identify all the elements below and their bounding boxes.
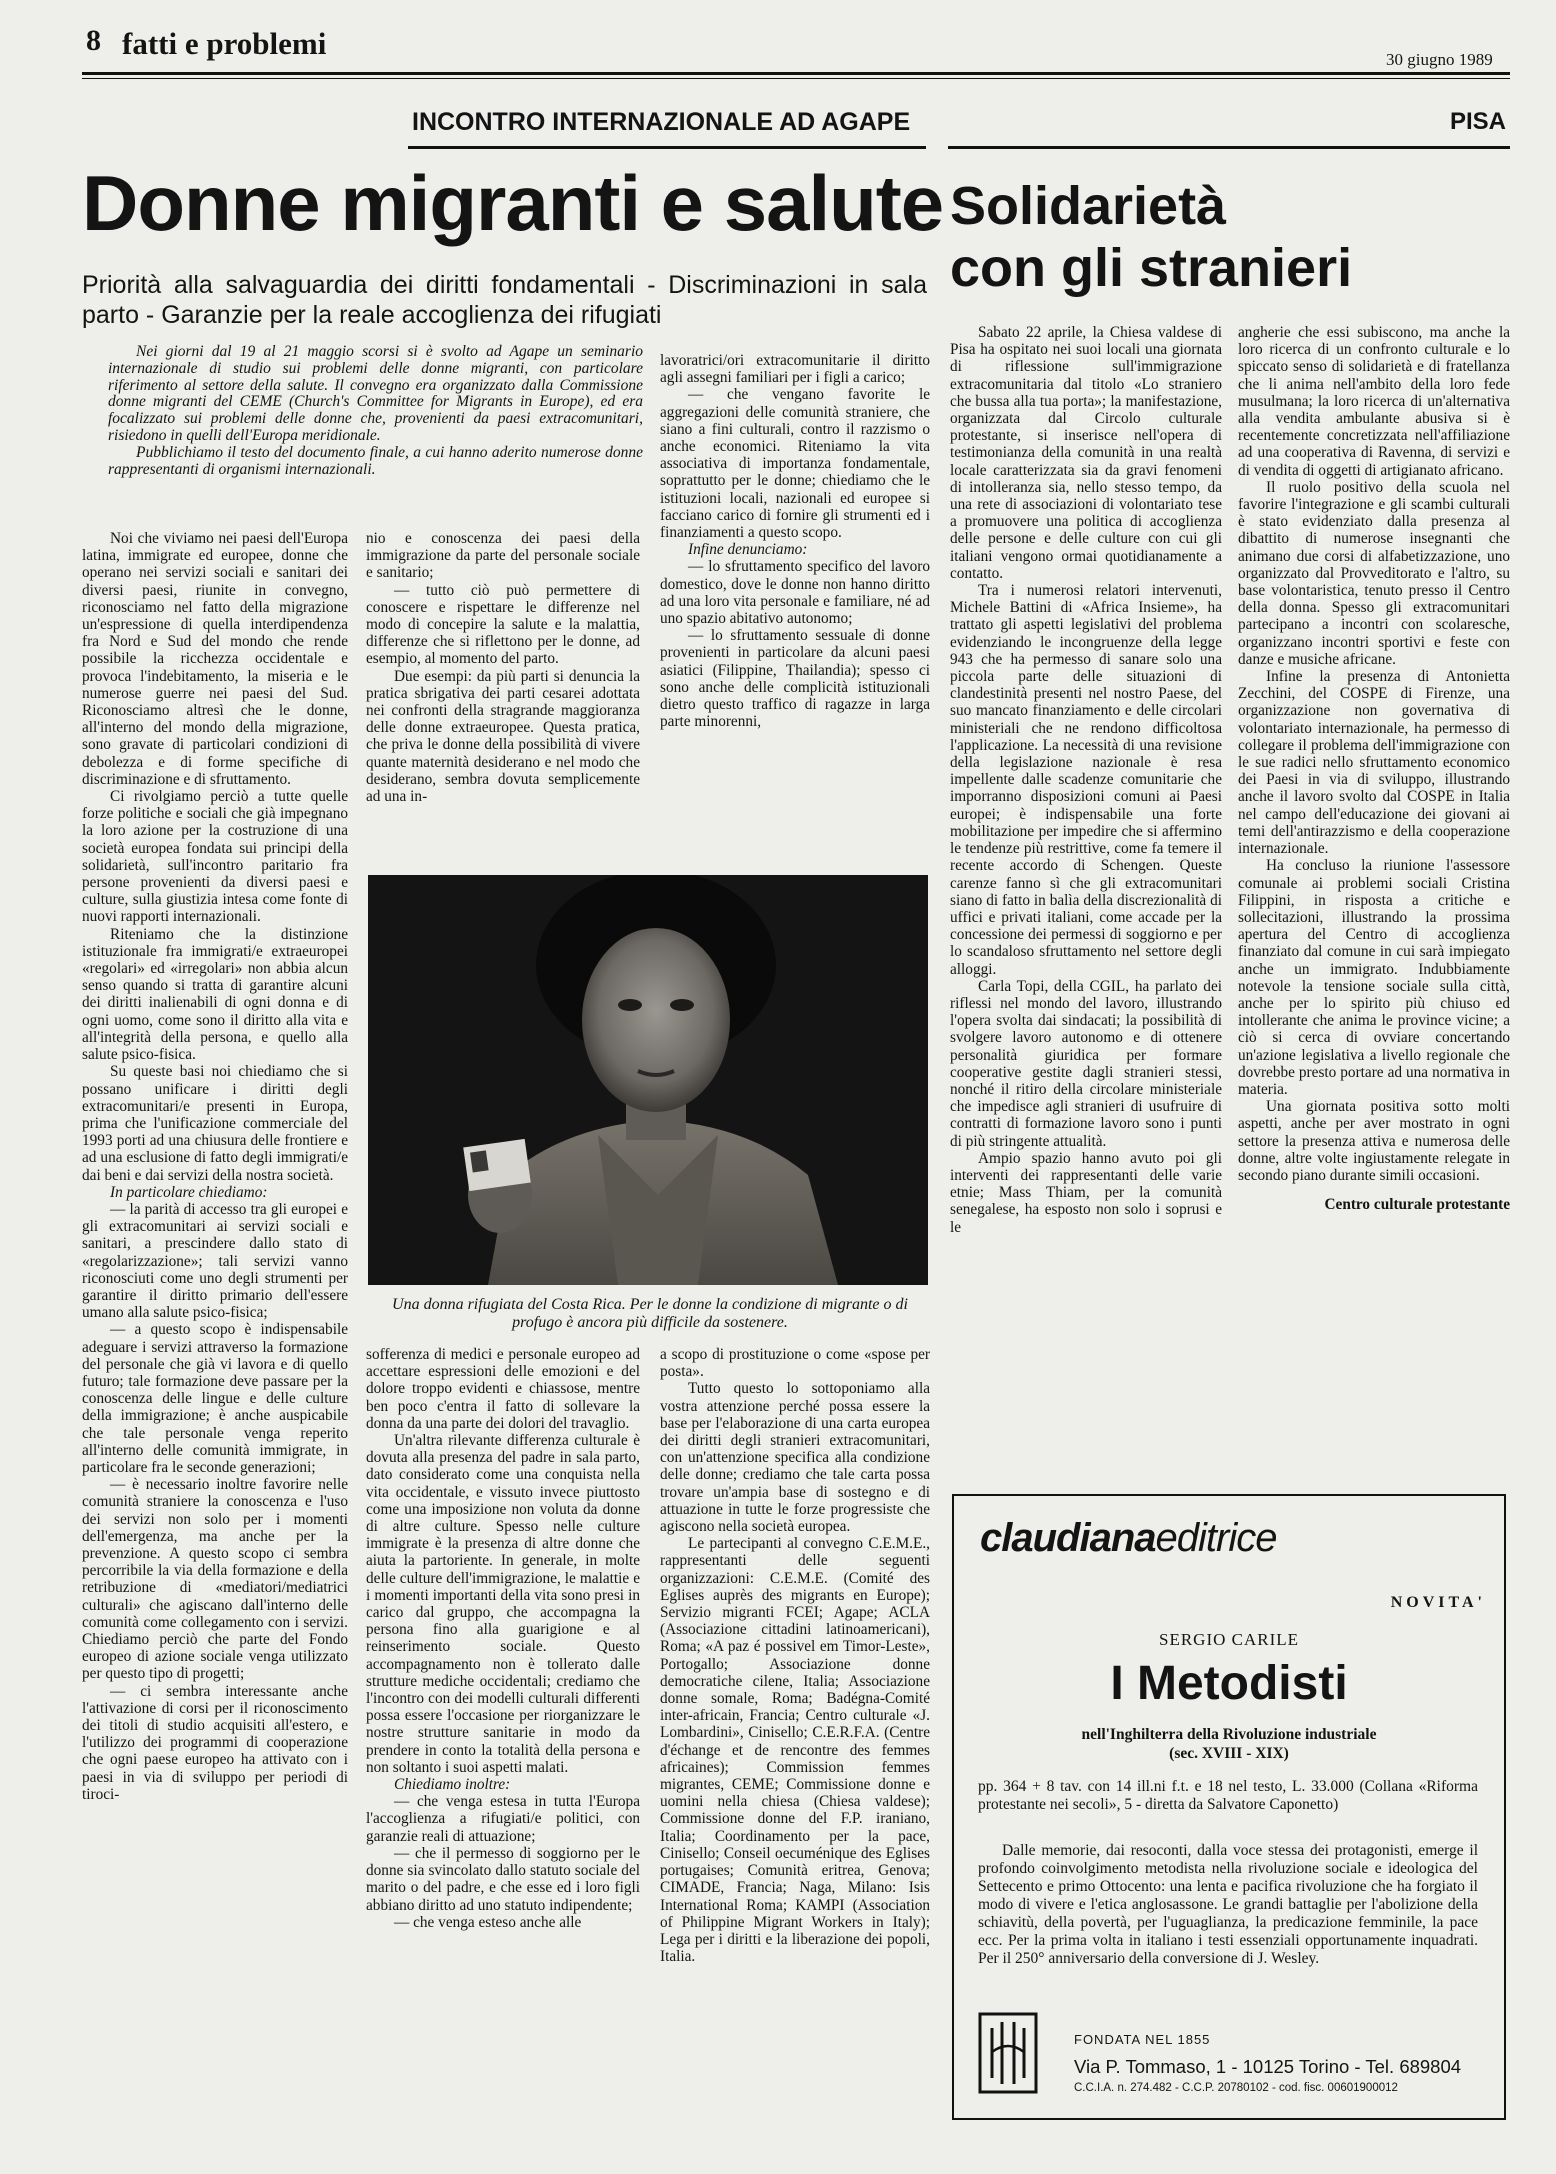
book-advertisement	[952, 1494, 1506, 2120]
body-paragraph: angherie che essi subiscono, ma anche la loro ricerca di un confronto culturale e lo spiccato senso di solidarietà e di fratellanza che li anima nell'ambito della loro fede musulmana; la loro ricerca di un'alternativa alla vendita ambulante abusiva si è recentemente concretizzata nell'affiliazione ad una cooperativa di Ravenna, di servizi e di vendita di oggetti di artigianato africano.	[1238, 324, 1510, 479]
book-subtitle-line-1: nell'Inghilterra della Rivoluzione industriale	[1081, 1726, 1377, 1743]
left-article-column-3-top	[660, 352, 930, 854]
body-paragraph: Tutto questo lo sottoponiamo alla vostra attenzione perché possa essere la base per l'elaborazione di una carta europea dei diritti degli stranieri extracomunitari, con un'attenzione specifica alla condizione delle donne; crediamo che tale carta possa trovare un'ampia base di sostegno e di attuazione in tutte le forze progressiste che agiscono nella società europea.	[660, 1380, 930, 1536]
body-paragraph: Ampio spazio hanno avuto poi gli interventi dei rappresentanti delle varie etnie; Mass Thiam, per la comunità senegalese, ha esposto non solo i soprusi e le	[950, 1149, 1222, 1236]
book-details: pp. 364 + 8 tav. con 14 ill.ni f.t. e 18 nel testo, L. 33.000 (Collana «Riforma protestante nei secoli», 5 - diretta da Salvatore Caponetto)	[978, 1778, 1478, 1813]
publisher-logo-bold: claudiana	[980, 1516, 1156, 1560]
founding-year: FONDATA NEL 1855	[1074, 2032, 1211, 2047]
photo-caption: Una donna rifugiata del Costa Rica. Per le donne la condizione di migrante o di profugo è ancora più difficile da sostenere.	[392, 1296, 908, 1331]
news-photo	[368, 875, 928, 1285]
publisher-emblem	[978, 2012, 1038, 2094]
body-paragraph: Su queste basi noi chiediamo che si possano unificare i diritti degli extracomunitari/e presenti in Europa, prima che l'unificazione commerciale del 1993 porti ad una chiusura delle frontiere e ad una esclusione di fatto degli immigrati/e dai beni e dai servizi della nostra società.	[82, 1063, 348, 1184]
book-description: Dalle memorie, dai resoconti, dalla voce stessa dei protagonisti, emerge il profondo coinvolgimento metodista nella rivoluzione sociale e ideologica del Settecento e primo Ottocento: una lenta e pacifica rivoluzione che ha forgiato il modo di vivere e l'etica anglosassone. Le grandi battaglie per l'abolizione della schiavitù, della povertà, per l'uguaglianza, la predicazione femminile, la pace ecc. Per la prima volta in italiano i testi essenziali opportunamente inquadrati. Per il 250° anniversario della conversione di J. Wesley.	[978, 1842, 1478, 1967]
article-intro	[108, 344, 643, 478]
body-paragraph: Tra i numerosi relatori intervenuti, Michele Battini di «Africa Insieme», ha trattato gli aspetti legislativi del problema evidenziando le incongruenze della legge 943 che ha permesso di sanare solo una piccola parte delle situazioni di clandestinità presenti nel nostro Paese, del suo mancato finanziamento e delle circolari ministeriali che ne rendono difficoltosa l'applicazione. La necessità di una revisione della legislazione nazionale è resa impellente dalle scadenze comunitarie che imporranno disposizioni comuni ai Paesi europei; è indispensabile una forte mobilitazione per impedire che si affermino le tendenze più restrittive, come fa temere il recente accordo di Schengen. Queste carenze fanno sì che gli extracomunitari siano di fatto in balìa della discrezionalità di uffici e privati italiani, come accade per la concessione dei permessi di soggiorno e per lo scandaloso sfruttamento nel settore degli alloggi.	[950, 582, 1222, 978]
body-paragraph: Una giornata positiva sotto molti aspetti, anche per aver mostrato in ogni settore la presenza attiva e numerosa delle donne, altre volte ingiustamente relegate in secondo piano durante simili occasioni.	[1238, 1098, 1510, 1184]
book-subtitle-line-2: (sec. XVIII - XIX)	[1169, 1745, 1289, 1762]
body-paragraph: Un'altra rilevante differenza culturale è dovuta alla presenza del padre in sala parto, dato considerato come una conquista nella vita occidentale, e vissuto invece piuttosto come una imposizione non voluta da donne di altre culture. Spesso nelle culture immigrate è la presenza di altre donne che aiuta la partoriente. In generale, in molte delle culture dell'immigrazione, le malattie e i momenti importanti della vita sono presi in carico dal gruppo, che accompagna la persona fino alla guarigione e al reinserimento sociale. Questo accompagnamento non è tollerato dalle strutture mediche occidentali; crediamo che l'incontro con dei modelli culturali differenti possa essere l'occasione per riorganizzare le nostre strutture sanitarie in modo da prendere in conto la totalità della persona e non soltanto i suoi aspetti malati.	[366, 1432, 640, 1776]
body-paragraph: Ha concluso la riunione l'assessore comunale ai problemi sociali Cristina Filippini, in risposta a critiche e sollecitazioni, illustrando la prossima apertura del Centro di accoglienza finanziato dal comune in cui sarà impiegato anche un immigrato. Indubbiamente notevole la tensione sociale sulla città, anche per lo spirito più chiuso ed intollerante che anima le province vicine; a ciò si cerca di ovviare concertando un'azione legislativa a livello regionale che dovrebbe presto portare ad una normativa in materia.	[1238, 857, 1510, 1098]
left-article-column-2-bottom	[366, 1346, 640, 1931]
body-paragraph: — a questo scopo è indispensabile adeguare i servizi attraverso la formazione del personale che già vi lavora e di quello futuro; tale formazione deve passare per la conoscenza delle lingue e delle culture della immigrazione; è anche auspicabile che tale personale venga reperito all'interno delle comunità immigrate, in particolare fra le seconde generazioni;	[82, 1321, 348, 1476]
right-article-column-2	[1238, 324, 1510, 1213]
article-signature: Centro culturale protestante	[1324, 1196, 1510, 1214]
body-subheading: Chiediamo inoltre:	[394, 1776, 511, 1794]
body-paragraph: Il ruolo positivo della scuola nel favorire l'integrazione e gli scambi culturali è stato evidenziato dalla presenza al dibattito di numerose insegnanti che animano due corsi di alfabetizzazione, uno organizzato dal Provveditorato e l'altro, su base volontaristica, tenuto presso il Centro della donna. Spesso gli extracomunitari partecipano a incontri con scolaresche, organizzano incontri sportivi e feste con danze e musiche africane.	[1238, 478, 1510, 668]
header-rule-thick	[82, 72, 1510, 75]
header-rule-thin	[82, 78, 1510, 79]
body-subheading: In particolare chiediamo:	[110, 1183, 268, 1201]
body-paragraph: — la parità di accesso tra gli europei e gli extracomunitari ai servizi sociali e sanitari, a prescindere dallo stato di «regolarizzazione»; tali servizi vanno riconosciuti come uno degli strumenti per garantire il diritto primario dell'essere umano alla salute psico-fisica;	[82, 1200, 348, 1322]
body-paragraph: sofferenza di medici e personale europeo ad accettare espressioni delle emozioni e del dolore troppo evidenti e chiassose, mentre ben poco c'entra il fatto di sollevare la donna da una parte dei dolori del travaglio.	[366, 1346, 640, 1432]
issue-date: 30 giugno 1989	[1386, 50, 1493, 69]
body-paragraph: Infine la presenza di Antonietta Zecchini, del COSPE di Firenze, una organizzazione non governativa di volontariato internazionale, ha permesso di collegare il problema dell'immigrazione con le sue radici nello sfruttamento economico dei Paesi in via di sviluppo, illustrando anche il lavoro svolto dal COSPE in Italia nel campo dell'educazione dei giovani ai temi dell'antirazzismo e della cooperazione internazionale.	[1238, 668, 1510, 858]
body-paragraph: — lo sfruttamento sessuale di donne provenienti in particolare da alcuni paesi asiatici (Filippine, Thailandia); spesso ci sono anche delle complicità istituzionali dietro questo traffico di ragazze in larga parte minorenni,	[660, 627, 930, 731]
left-article-column-1	[82, 530, 348, 1803]
publisher-address: Via P. Tommaso, 1 - 10125 Torino - Tel. 689804	[1074, 2056, 1462, 2077]
body-paragraph: — che vengano favorite le aggregazioni delle comunità straniere, che siano a fini culturali, contro il razzismo o anche economici. Riteniamo la vita associativa di importanza fondamentale, soprattutto per le donne; chiediamo che le istituzioni locali, nazionali ed europee si facciano carico di fornire gli strumenti ed i finanziamenti a questo scopo.	[660, 386, 930, 542]
body-paragraph: — lo sfruttamento specifico del lavoro domestico, dove le donne non hanno diritto ad una loro vita personale e familiare, né ad uno spazio abitativo autonomo;	[660, 558, 930, 628]
body-paragraph: lavoratrici/ori extracomunitarie il diritto agli assegni familiari per i figli a carico;	[660, 352, 930, 387]
body-paragraph: nio e conoscenza dei paesi della immigrazione da parte del personale sociale e sanitario;	[366, 530, 640, 582]
right-article-column-1	[950, 324, 1222, 1444]
article-subhead: Priorità alla salvaguardia dei diritti fondamentali - Discriminazioni in sala parto - Garanzie per la reale accoglienza dei rifugiati	[82, 271, 927, 329]
body-paragraph: a scopo di prostituzione o come «spose per posta».	[660, 1346, 930, 1381]
book-author: SERGIO CARILE	[1158, 1630, 1300, 1649]
section-title: fatti e problemi	[122, 26, 327, 61]
location-label: PISA	[1450, 108, 1507, 135]
body-paragraph: — tutto ciò può permettere di conoscere e rispettare le differenze nel modo di concepire la salute e la malattia, differenze che si riflettono per le donne, ad esempio, al momento del parto.	[366, 581, 640, 668]
photo-illustration	[368, 875, 928, 1285]
body-paragraph: Le partecipanti al convegno C.E.M.E., rappresentanti delle seguenti organizzazioni: C.E.M.E. (Comité des Eglises auprès des migrants en Europe); Servizio migranti FCEI; Agape; ACLA (Associazione cittadini latinoamericani), Roma; «A paz é possivel em Timor-Leste», Portogallo; Associazione donne democratiche cilene, Italia; Associazione donne somale, Roma; Badégna-Comité inter-africain, Francia; Centro culturale «J. Lombardini», Cinisello; C.E.R.F.A. (Centre d'échange et de rencontre des femmes africaines); Commission femmes migrantes, CEME; Commissione donne e uomini nella chiesa (Chiesa valdese); Commissione donne del F.P. iraniano, Italia; Coordinamento per la pace, Cinisello; Conseil oecuménique des Eglises portugaises; Comunità eritrea, Genova; CIMADE, Francia; Naga, Milano: Isis International Roma; KAMPI (Association of Philippine Migrant Workers in Italy); Lega per i diritti e la liberazione dei popoli, Italia.	[660, 1535, 930, 1966]
body-paragraph: — che venga esteso anche alle	[394, 1913, 582, 1931]
article-kicker: INCONTRO INTERNAZIONALE AD AGAPE	[412, 108, 911, 136]
page-header	[0, 0, 1556, 80]
body-paragraph: — è necessario inoltre favorire nelle comunità straniere la conoscenza e l'uso dei servizi non solo per i momenti dell'emergenza, ma anche per la prevenzione. A questo scopo ci sembra percorribile la via della formazione e della retribuzione di «mediatori/mediatrici culturali» che agiscano dall'interno delle comunità come collegamento con i servizi. Chiediamo perciò che parte del Fondo europeo di azione sociale venga utilizzato per questo tipo di progetti;	[82, 1476, 348, 1683]
left-article-column-3-bottom	[660, 1346, 930, 1965]
right-headline-line-1: Solidarietà	[950, 176, 1227, 236]
intro-paragraph: Nei giorni dal 19 al 21 maggio scorsi si è svolto ad Agape un seminario internazionale di studio sui problemi delle donne migranti, con particolare riferimento al settore della salute. Il convegno era organizzato dalla Commissione donne migranti del CEME (Church's Committee for Migrants in Europe), ed era focalizzato sui problemi delle donne che, provenienti da paesi extracomunitari, risiedono in quelli dell'Europa meridionale.	[108, 343, 643, 444]
right-kicker-rule	[948, 146, 1510, 149]
body-paragraph: Due esempi: da più parti si denuncia la pratica sbrigativa dei parti cesarei adottata nei confronti della stragrande maggioranza delle donne extraeuropee. Questa pratica, che priva le donne della possibilità di vivere quante maternità desiderano e nel modo che desiderano, sembra dovuta semplicemente ad una in-	[366, 667, 640, 806]
article-headline: Donne migranti e salute	[82, 159, 944, 247]
body-paragraph: Sabato 22 aprile, la Chiesa valdese di Pisa ha ospitato nei suoi locali una giornata di riflessione sull'immigrazione extracomunitaria dal titolo «Lo straniero che bussa alla tua porta»; la manifestazione, organizzata dal Circolo culturale protestante, si inserisce nell'opera di testimonianza della comunità in una realtà locale caratterizzata sia da gravi fenomeni di intolleranza sia, nello stesso tempo, da una rete di associazioni di volontariato tese a promuovere una politica di accoglienza delle persone e delle culture con cui gli italiani vengono ormai quotidianamente a contatto.	[950, 324, 1222, 582]
publisher-registry: C.C.I.A. n. 274.482 - C.C.P. 20780102 - cod. fisc. 00601900012	[1074, 2082, 1398, 2094]
emblem-icon	[978, 2012, 1038, 2094]
body-paragraph: Ci rivolgiamo perciò a tutte quelle forze politiche e sociali che già impegnano la loro azione per la costruzione di una società europea fondata sui principi della solidarietà, sull'incontro paritario fra persone provenienti da diversi paesi e culture, sulla giustizia intesa come fonte di nuovi rapporti internazionali.	[82, 788, 348, 926]
body-paragraph: — ci sembra interessante anche l'attivazione di corsi per il riconoscimento dei titoli di studio acquisiti all'estero, e l'utilizzo dei programmi di cooperazione che ogni paese europeo ha attivato con i paesi in via di sviluppo per periodi di tiroci-	[82, 1682, 348, 1803]
body-paragraph: Riteniamo che la distinzione istituzionale fra immigrati/e extraeuropei «regolari» ed «irregolari» non abbia alcun senso quando si tratta di garantire alcuni dei diritti inalienabili di ogni donna e di ogni uomo, come sono il diritto alla vita e all'integrità della persona, e quello alla salute psico-fisica.	[82, 925, 348, 1064]
right-headline-line-2: con gli stranieri	[950, 238, 1353, 298]
book-title: I Metodisti	[1110, 1657, 1348, 1710]
body-paragraph: — che venga estesa in tutta l'Europa l'accoglienza a rifugiati/e politici, con garanzie reali di attuazione;	[366, 1793, 640, 1845]
novelty-tag: NOVITA'	[1390, 1594, 1486, 1611]
publisher-logo-light: editrice	[1155, 1516, 1277, 1560]
left-article-column-2-top	[366, 530, 640, 855]
intro-paragraph: Pubblichiamo il testo del documento finale, a cui hanno aderito numerose donne rappresentanti di organismi internazionali.	[108, 443, 643, 478]
body-paragraph: — che il permesso di soggiorno per le donne sia svincolato dallo statuto sociale del marito o del padre, e che esse ed i loro figli abbiano diritto ad uno statuto indipendente;	[366, 1844, 640, 1914]
body-paragraph: Carla Topi, della CGIL, ha parlato dei riflessi nel mondo del lavoro, illustrando l'opera svolta dai sindacati; la possibilità di svolgere lavoro autonomo e di ottenere personalità giuridica per formare cooperative gestite dagli stranieri stessi, nonché il ritiro della circolare ministeriale che impedisce agli stranieri di usufruire di contratti di formazione lavoro sono i punti di più stringente attualità.	[950, 977, 1222, 1150]
body-paragraph: Noi che viviamo nei paesi dell'Europa latina, immigrate ed europee, donne che operano nei servizi sociali e sanitari dei diversi paesi, riunite in convegno, riconosciamo nel fatto della migrazione un'espressione di quella interdipendenza fra Nord e Sud del mondo che rende possibile la ricchezza occidentale e provoca l'indebitamento, la miseria e le numerose guerre nei paesi del Sud. Riconosciamo altresì che le donne, all'interno del mondo della migrazione, sono gravate di particolari condizioni di debolezza e di forme specifiche di discriminazione e di sfruttamento.	[82, 530, 348, 788]
page-number: 8	[86, 24, 101, 57]
publisher-logo	[980, 1516, 1276, 1561]
body-subheading: Infine denunciamo:	[688, 541, 808, 559]
kicker-rule	[408, 146, 926, 149]
